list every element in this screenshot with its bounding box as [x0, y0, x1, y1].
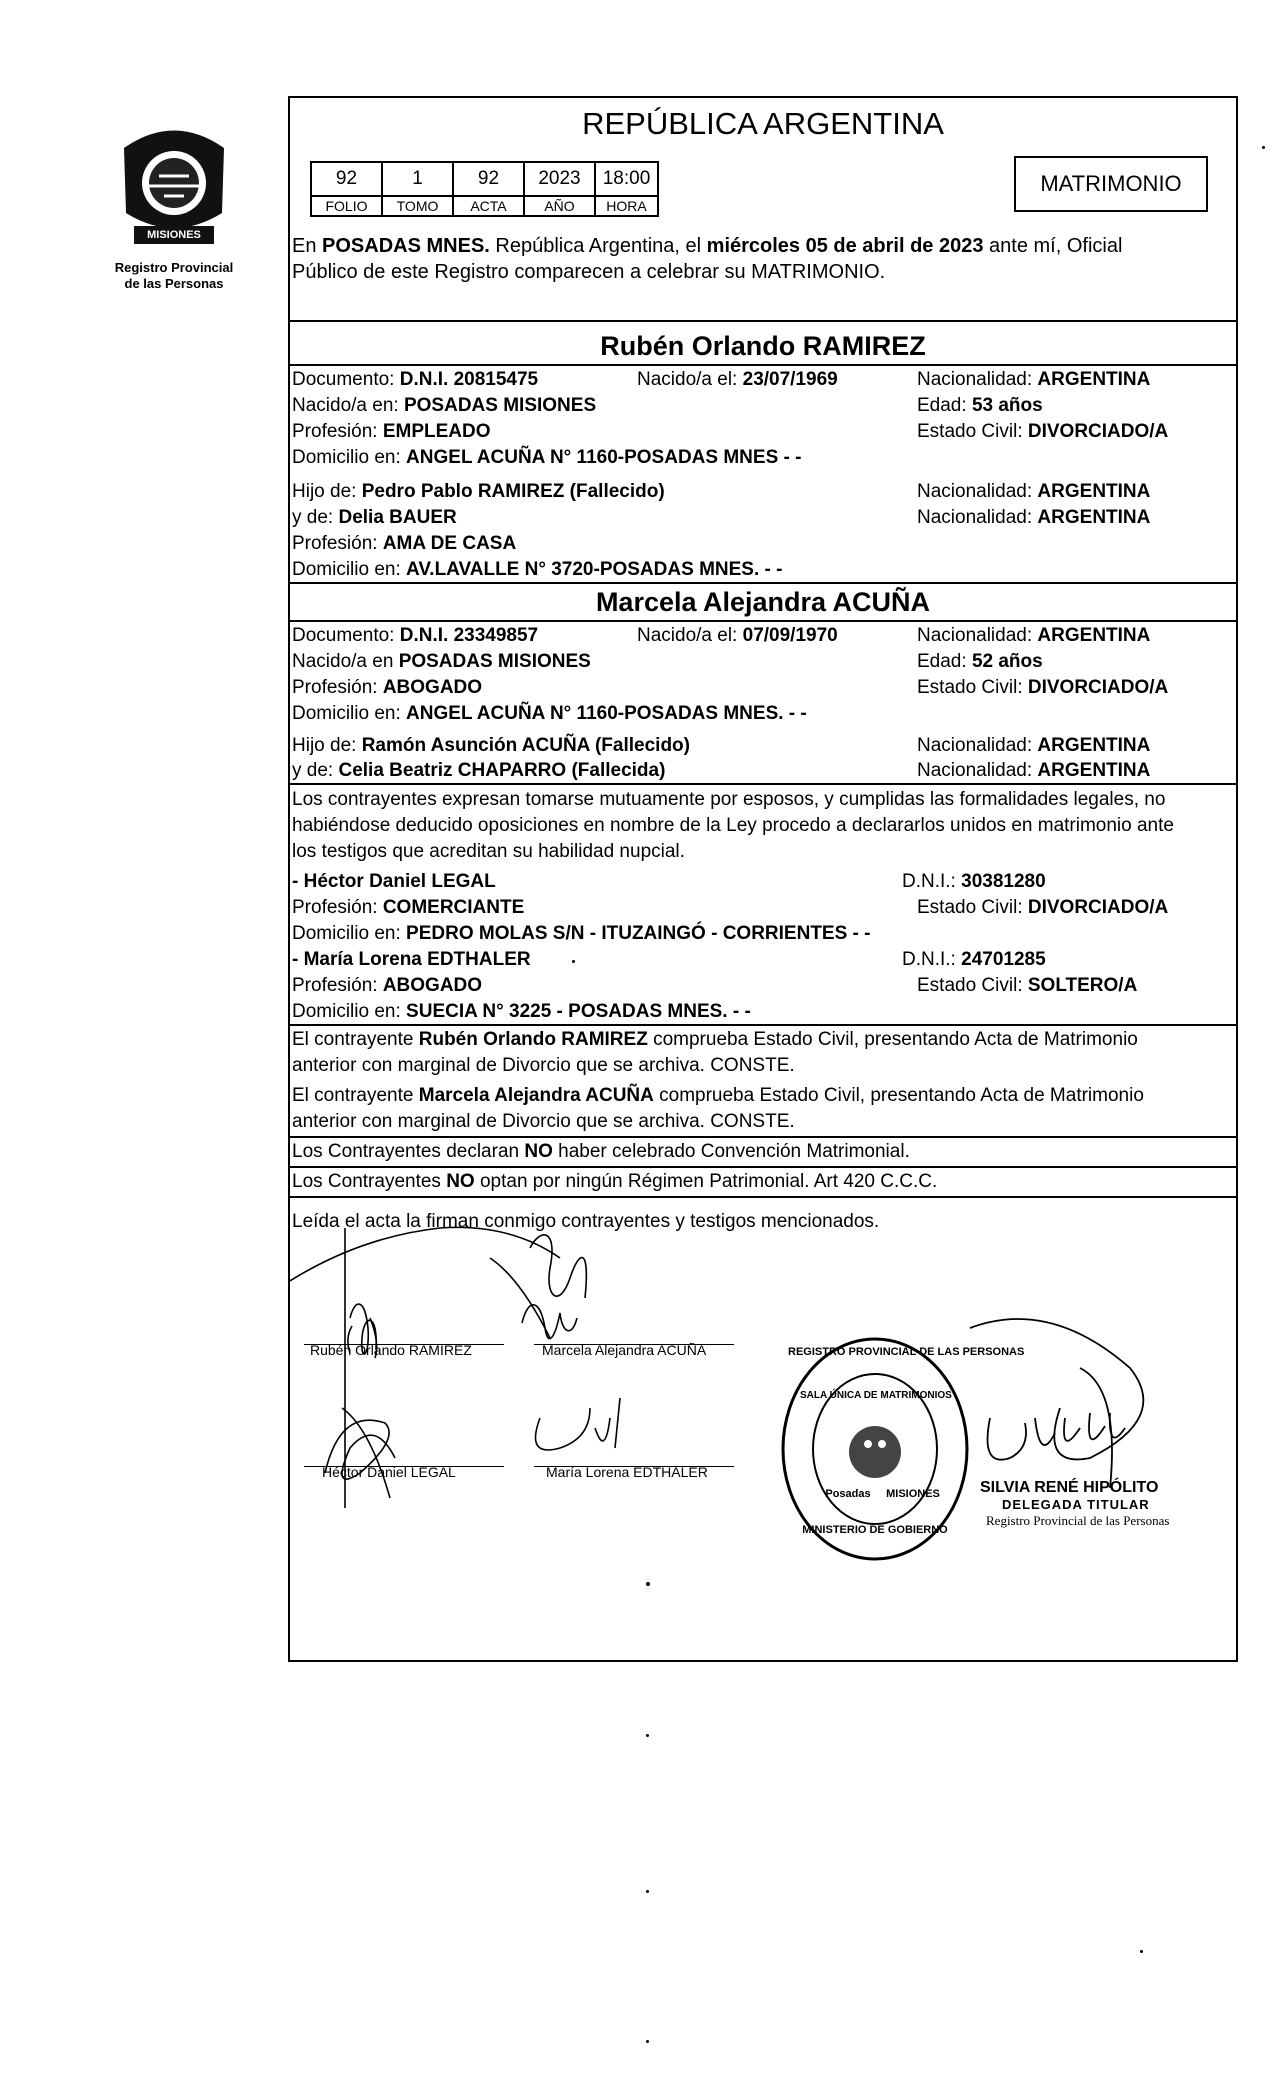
anio-value: 2023 [524, 162, 595, 196]
civil-proof-a-line-2: anterior con marginal de Divorcio que se archiva. CONSTE. [292, 1055, 795, 1076]
officer-name: SILVIA RENÉ HIPÓLITO [980, 1479, 1159, 1496]
spouse2-age: Edad: 52 años [917, 651, 1043, 672]
spouse2-father-nationality: Nacionalidad: ARGENTINA [917, 735, 1151, 756]
regime-line-2: Los Contrayentes NO optan por ningún Régimen Patrimonial. Art 420 C.C.C. [292, 1171, 938, 1192]
witness2-dni: D.N.I.: 24701285 [902, 949, 1046, 970]
witness1-profession: Profesión: COMERCIANTE [292, 897, 525, 918]
spouse2-name: Marcela Alejandra ACUÑA [595, 587, 931, 617]
signature-label-spouse1: Rubén Orlando RAMIREZ [310, 1342, 472, 1358]
acta-value: 92 [453, 162, 524, 196]
record-type-label: MATRIMONIO [1040, 171, 1182, 196]
spouse1-civil-status: Estado Civil: DIVORCIADO/A [917, 421, 1169, 442]
intro-line-1: En POSADAS MNES. República Argentina, el miércoles 05 de abril de 2023 ante mí, Oficial [292, 235, 1123, 257]
spouse1-mother: y de: Delia BAUER [292, 507, 457, 528]
registry-logo [104, 118, 244, 298]
witness1-dni: D.N.I.: 30381280 [902, 871, 1046, 892]
declaration-line-2: habiéndose deducido oposiciones en nombre de la Ley procedo a declararlos unidos en matrimonio ante [292, 815, 1174, 836]
spouse1-name: Rubén Orlando RAMIREZ [600, 331, 926, 361]
folio-value: 92 [311, 162, 382, 196]
spouse1-nationality: Nacionalidad: ARGENTINA [917, 369, 1151, 390]
spouse1-document: Documento: D.N.I. 20815475 [292, 369, 539, 390]
signature-label-witness1: Héctor Daniel LEGAL [322, 1464, 456, 1480]
spouse2-mother: y de: Celia Beatriz CHAPARRO (Fallecida) [292, 760, 666, 781]
spouse2-birthplace: Nacido/a en POSADAS MISIONES [292, 651, 591, 672]
spouse2-birthdate: Nacido/a el: 07/09/1970 [637, 625, 838, 646]
witness1-civil-status: Estado Civil: DIVORCIADO/A [917, 897, 1169, 918]
witness2-profession: Profesión: ABOGADO [292, 975, 483, 996]
seal-label: MISIONES [147, 229, 201, 241]
spouse2-mother-nationality: Nacionalidad: ARGENTINA [917, 760, 1151, 781]
spouse1-mother-address: Domicilio en: AV.LAVALLE N° 3720-POSADAS MNES. - - [292, 559, 783, 580]
spouse1-address: Domicilio en: ANGEL ACUÑA N° 1160-POSADAS MNES - - [292, 447, 802, 468]
tomo-label: TOMO [382, 196, 453, 216]
officer-title: DELEGADA TITULAR [1002, 1497, 1150, 1512]
spouse1-father-nationality: Nacionalidad: ARGENTINA [917, 481, 1151, 502]
signature-label-witness2: María Lorena EDTHALER [546, 1464, 708, 1480]
spouse2-address: Domicilio en: ANGEL ACUÑA N° 1160-POSADAS MNES. - - [292, 703, 807, 724]
declaration-line-3: los testigos que acreditan su habilidad nupcial. [292, 841, 685, 862]
tomo-value: 1 [382, 162, 453, 196]
acta-label: ACTA [453, 196, 524, 216]
witness1-name: - Héctor Daniel LEGAL [292, 871, 496, 892]
seal-bottom-text: MINISTERIO DE GOBIERNO [802, 1524, 948, 1536]
witness2-name: - María Lorena EDTHALER [292, 949, 531, 970]
hora-label: HORA [595, 196, 658, 216]
official-seal [778, 1334, 1025, 1564]
seal-outer-text: REGISTRO PROVINCIAL DE LAS PERSONAS [788, 1346, 1025, 1358]
anio-label: AÑO [524, 196, 595, 216]
spouse1-mother-profession: Profesión: AMA DE CASA [292, 533, 517, 554]
marriage-certificate [288, 96, 1238, 1662]
hora-value: 18:00 [595, 162, 658, 196]
spouse1-birthdate: Nacido/a el: 23/07/1969 [637, 369, 838, 390]
spouse2-nationality: Nacionalidad: ARGENTINA [917, 625, 1151, 646]
spouse2-civil-status: Estado Civil: DIVORCIADO/A [917, 677, 1169, 698]
registry-name-line2: de las Personas [124, 276, 224, 291]
witness2-address: Domicilio en: SUECIA N° 3225 - POSADAS MNES. - - [292, 1001, 751, 1022]
spouse1-mother-nationality: Nacionalidad: ARGENTINA [917, 507, 1151, 528]
country-title: REPÚBLICA ARGENTINA [582, 106, 944, 141]
spouse2-profession: Profesión: ABOGADO [292, 677, 483, 698]
officer-organization: Registro Provincial de las Personas [986, 1513, 1170, 1528]
declaration-line-1: Los contrayentes expresan tomarse mutuamente por esposos, y cumplidas las formalidades legales, no [292, 789, 1166, 810]
civil-proof-a-line-1: El contrayente Rubén Orlando RAMIREZ comprueba Estado Civil, presentando Acta de Matrimonio [292, 1029, 1138, 1050]
spouse2-document: Documento: D.N.I. 23349857 [292, 625, 539, 646]
intro-line-2: Público de este Registro comparecen a celebrar su MATRIMONIO. [292, 261, 886, 283]
record-meta-table [310, 161, 659, 217]
spouse1-profession: Profesión: EMPLEADO [292, 421, 491, 442]
registry-name-line1: Registro Provincial [114, 260, 234, 275]
closing-statement: Leída el acta la firman conmigo contrayentes y testigos mencionados. [292, 1211, 880, 1232]
folio-label: FOLIO [311, 196, 382, 216]
seal-inner-text: SALA ÚNICA DE MATRIMONIOS [800, 1390, 952, 1401]
seal-city-text: Posadas [825, 1488, 871, 1500]
record-type-box [1014, 156, 1208, 212]
spouse1-birthplace: Nacido/a en: POSADAS MISIONES [292, 395, 597, 416]
spouse2-father: Hijo de: Ramón Asunción ACUÑA (Fallecido) [292, 735, 690, 756]
signature-label-spouse2: Marcela Alejandra ACUÑA [542, 1342, 707, 1358]
regime-line-1: Los Contrayentes declaran NO haber celebrado Convención Matrimonial. [292, 1141, 910, 1162]
spouse1-age: Edad: 53 años [917, 395, 1043, 416]
witness1-address: Domicilio en: PEDRO MOLAS S/N - ITUZAINGÓ - CORRIENTES - - [292, 923, 871, 944]
witness2-civil-status: Estado Civil: SOLTERO/A [917, 975, 1138, 996]
civil-proof-b-line-2: anterior con marginal de Divorcio que se archiva. CONSTE. [292, 1111, 795, 1132]
civil-proof-b-line-1: El contrayente Marcela Alejandra ACUÑA comprueba Estado Civil, presentando Acta de Matrimonio [292, 1085, 1144, 1106]
spouse1-father: Hijo de: Pedro Pablo RAMIREZ (Fallecido) [292, 481, 665, 502]
seal-state-text: MISIONES [886, 1488, 940, 1500]
